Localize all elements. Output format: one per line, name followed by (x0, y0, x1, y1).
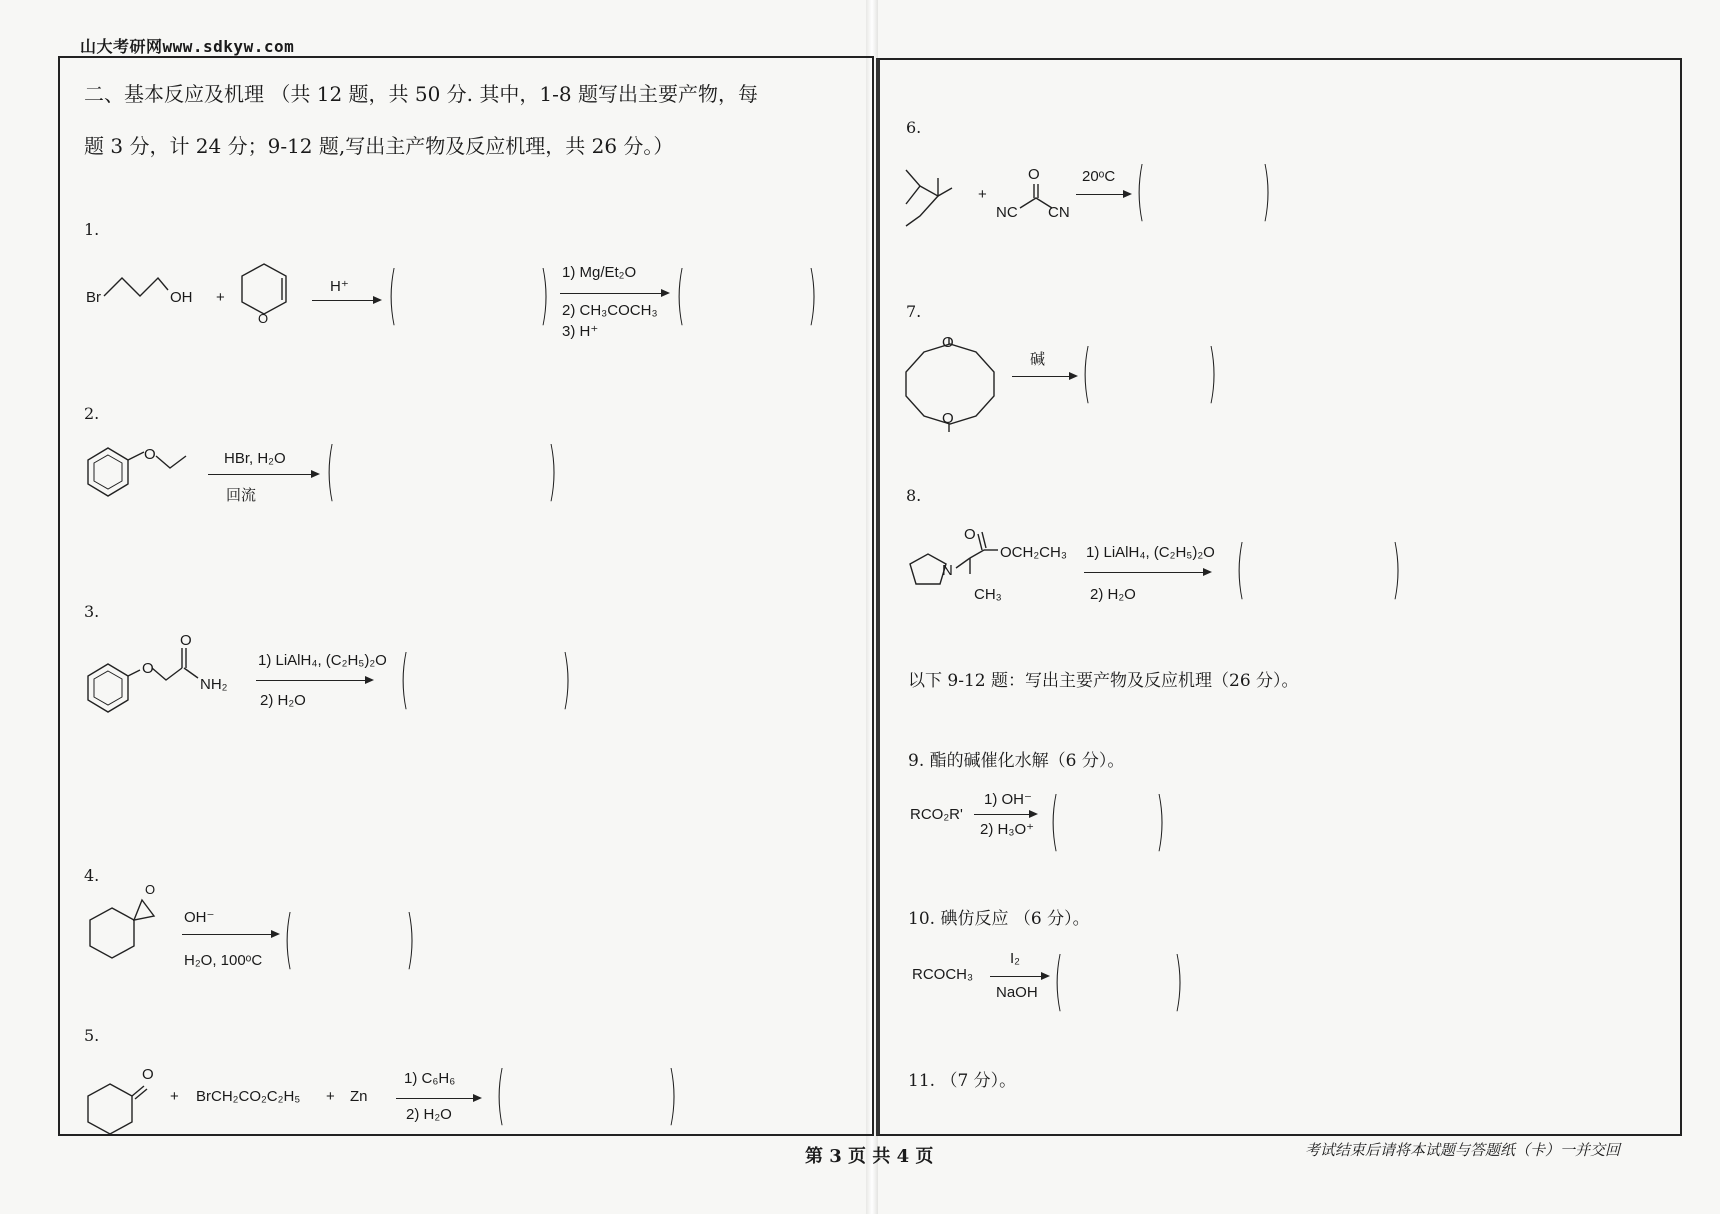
q1-plus: + (216, 289, 225, 306)
q1-condition-2a: 1) Mg/Et₂O (562, 264, 637, 281)
q6-answer-close[interactable]: ) (1262, 155, 1271, 229)
q6-plus: + (978, 186, 987, 203)
q10-answer-close[interactable]: ) (1174, 945, 1183, 1019)
section-title-line1: 二、基本反应及机理 （共 12 题，共 50 分. 其中，1-8 题写出主要产物，每 (84, 82, 758, 106)
q9-answer-close[interactable]: ) (1156, 785, 1165, 859)
q4-condition-b: H₂O, 100ᵒC (184, 952, 263, 969)
q8-carbonyl-oxygen: O (964, 526, 976, 543)
q2-phenetole (86, 446, 196, 502)
q1-br-label: Br (86, 289, 101, 306)
q2-answer-open[interactable]: ( (326, 435, 335, 509)
q3-ether-oxygen: O (142, 660, 154, 677)
q2-answer-close[interactable]: ) (548, 435, 557, 509)
q1-answer-open-1[interactable]: ( (388, 259, 397, 333)
q2-condition-a: HBr, H₂O (224, 450, 286, 467)
q5-condition-b: 2) H₂O (406, 1106, 452, 1123)
question-2-number: 2. (84, 404, 100, 423)
q7-condition: 碱 (1030, 351, 1046, 368)
q3-nh2: NH₂ (200, 676, 228, 693)
q1-condition-2b: 2) CH₃COCH₃ (562, 302, 658, 319)
q6-answer-open[interactable]: ( (1136, 155, 1145, 229)
q3-answer-close[interactable]: ) (562, 643, 571, 717)
q7-answer-close[interactable]: ) (1208, 337, 1217, 411)
q9-condition-b: 2) H₃O⁺ (980, 821, 1035, 838)
q5-plus-2: + (326, 1088, 335, 1105)
question-3-number: 3. (84, 602, 100, 621)
q1-answer-open-2[interactable]: ( (676, 259, 685, 333)
q10-condition-a: I₂ (1010, 950, 1020, 967)
q3-answer-open[interactable]: ( (400, 643, 409, 717)
q2-condition-b: 回流 (226, 487, 257, 504)
q3-arrow (256, 680, 372, 681)
q1-arrow-1 (312, 300, 380, 301)
q8-nitrogen: N (942, 562, 953, 579)
q5-condition-a: 1) C₆H₆ (404, 1070, 456, 1087)
q2-arrow (208, 474, 318, 475)
q2-oxygen: O (144, 446, 156, 463)
q9-condition-a: 1) OH⁻ (984, 791, 1032, 808)
question-5-number: 5. (84, 1026, 100, 1045)
question-7-number: 7. (906, 302, 922, 321)
q10-arrow (990, 976, 1048, 977)
footer-note: 考试结束后请将本试题与答题纸（卡）一并交回 (1305, 1141, 1621, 1159)
q6-condition: 20ᵒC (1082, 168, 1116, 185)
q4-epoxide-oxygen: O (145, 882, 156, 897)
question-4-number: 4. (84, 866, 100, 885)
question-1-number: 1. (84, 220, 100, 239)
q10-answer-open[interactable]: ( (1054, 945, 1063, 1019)
q4-answer-close[interactable]: ) (406, 903, 415, 977)
q1-oh-label: OH (170, 289, 193, 306)
q8-answer-close[interactable]: ) (1392, 533, 1401, 607)
q9-arrow (974, 814, 1036, 815)
q6-dimethylbutadiene (904, 168, 954, 230)
q8-condition-b: 2) H₂O (1090, 586, 1136, 603)
q8-arrow (1084, 572, 1210, 573)
q4-condition-a: OH⁻ (184, 909, 215, 926)
q5-reagent: BrCH₂CO₂C₂H₅ (196, 1088, 301, 1105)
site-header: 山大考研网www.sdkyw.com (80, 37, 295, 56)
q9-answer-open[interactable]: ( (1050, 785, 1059, 859)
question-11-title: 11. （7 分）。 (908, 1071, 1017, 1091)
q9-reactant: RCO₂R' (910, 806, 963, 823)
q10-reactant: RCOCH₃ (912, 966, 974, 983)
q5-plus-1: + (170, 1088, 179, 1105)
q7-answer-open[interactable]: ( (1082, 337, 1091, 411)
q4-answer-open[interactable]: ( (284, 903, 293, 977)
q6-oxygen: O (1028, 166, 1040, 183)
mechanism-note: 以下 9-12 题：写出主要产物及反应机理（26 分）。 (908, 671, 1299, 691)
q4-arrow (182, 934, 278, 935)
question-10-title: 10. 碘仿反应 （6 分）。 (908, 909, 1090, 929)
q7-arrow (1012, 376, 1076, 377)
question-8-number: 8. (906, 486, 922, 505)
left-page-frame (58, 56, 874, 1136)
q6-arrow (1076, 194, 1130, 195)
question-9-title: 9. 酯的碱催化水解（6 分）。 (908, 751, 1125, 771)
q1-condition-2c: 3) H⁺ (562, 323, 599, 340)
q1-ring-oxygen: O (258, 311, 269, 326)
q7-oxygen-top: O (942, 334, 954, 351)
q1-arrow-2 (560, 293, 668, 294)
q1-answer-close-1[interactable]: ) (540, 259, 549, 333)
q8-answer-open[interactable]: ( (1236, 533, 1245, 607)
q1-answer-close-2[interactable]: ) (808, 259, 817, 333)
q1-propanol-chain (104, 272, 174, 306)
q1-condition-h: H⁺ (330, 278, 349, 295)
q10-condition-b: NaOH (996, 984, 1038, 1001)
q5-ketone-oxygen: O (142, 1066, 154, 1083)
q6-nc: NC (996, 204, 1018, 221)
q3-condition-a: 1) LiAlH₄, (C₂H₅)₂O (258, 652, 387, 669)
q8-ester-group: OCH₂CH₃ (1000, 544, 1067, 561)
q3-condition-b: 2) H₂O (260, 692, 306, 709)
q8-condition-a: 1) LiAlH₄, (C₂H₅)₂O (1086, 544, 1215, 561)
q7-oxygen-bottom: O (942, 410, 954, 427)
q5-zinc: Zn (350, 1088, 368, 1105)
question-6-number: 6. (906, 118, 922, 137)
q8-methyl: CH₃ (974, 586, 1002, 603)
section-title-line2: 题 3 分，计 24 分；9-12 题,写出主产物及反应机理，共 26 分。） (84, 134, 674, 158)
q3-carbonyl-oxygen: O (180, 632, 192, 649)
q5-answer-close[interactable]: ) (668, 1059, 677, 1133)
q4-spiro-epoxide (86, 888, 166, 968)
q7-cyclodecanedione (904, 338, 1008, 434)
q5-answer-open[interactable]: ( (496, 1059, 505, 1133)
q6-cn: CN (1048, 204, 1070, 221)
page-number: 第 3 页 共 4 页 (805, 1146, 934, 1167)
q5-arrow (396, 1098, 480, 1099)
